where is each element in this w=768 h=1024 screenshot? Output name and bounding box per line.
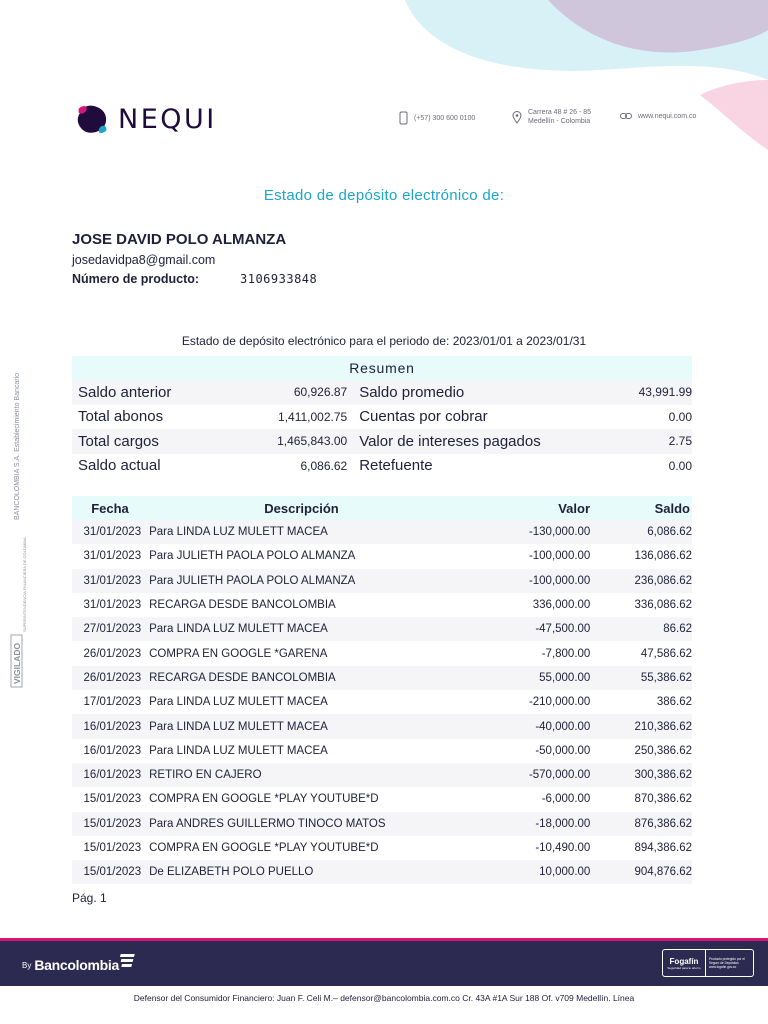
cell-valor: -40,000.00 <box>535 720 591 733</box>
summary-row <box>72 454 692 479</box>
summary-label: Total cargos <box>78 432 159 450</box>
fogafin-badge <box>662 949 754 977</box>
cell-saldo: 6,086.62 <box>647 526 692 539</box>
brand-name: NEQUI <box>118 103 217 135</box>
table-row <box>72 787 692 811</box>
table-row <box>72 617 692 641</box>
cell-valor: -10,490.00 <box>535 842 591 854</box>
nequi-logo <box>74 101 217 137</box>
bancolombia-logo <box>22 953 137 973</box>
cell-valor: -100,000.00 <box>528 574 591 587</box>
cell-fecha: 31/01/2023 <box>83 574 142 587</box>
summary-value: 1,411,002.75 <box>278 409 348 424</box>
fogafin-name: Fogafín <box>669 956 699 966</box>
link-icon <box>620 112 632 120</box>
summary-value: 60,926.87 <box>293 385 348 400</box>
bancolombia-by: By <box>22 961 32 970</box>
fogafin-note: Producto protegido por el Seguro de Depósitos www.fogafin.gov.co <box>709 957 745 969</box>
cell-fecha: 15/01/2023 <box>83 793 142 806</box>
website-text[interactable]: www.nequi.com.co <box>638 112 697 120</box>
cell-descripcion: RETIRO EN CAJERO <box>149 769 262 782</box>
contact-address <box>512 108 591 126</box>
table-row <box>72 569 692 593</box>
summary-value: 2.75 <box>668 434 692 449</box>
location-pin-icon <box>512 111 522 124</box>
column-header-valor: Valor <box>558 500 590 516</box>
table-row <box>72 739 692 763</box>
column-header-descripcion: Descripción <box>264 500 339 516</box>
cell-descripcion: Para LINDA LUZ MULETT MACEA <box>149 526 328 539</box>
cell-saldo: 870,386.62 <box>634 793 692 806</box>
cell-descripcion: Para LINDA LUZ MULETT MACEA <box>149 744 328 757</box>
product-number-label: Número de producto: <box>72 272 200 286</box>
cell-valor: -7,800.00 <box>541 647 591 660</box>
summary-value: 0.00 <box>668 458 692 473</box>
cell-fecha: 26/01/2023 <box>83 647 142 660</box>
summary-title: Resumen <box>72 356 692 380</box>
nequi-logo-icon <box>74 101 110 137</box>
footer-bar <box>0 941 768 986</box>
bancolombia-mark-icon <box>121 953 137 967</box>
cell-fecha: 15/01/2023 <box>83 866 142 879</box>
cell-descripcion: Para LINDA LUZ MULETT MACEA <box>149 696 328 709</box>
transactions-body <box>72 520 692 884</box>
page-number: Pág. 1 <box>72 891 107 905</box>
cell-saldo: 300,386.62 <box>634 769 692 782</box>
vigilado-text: VIGILADO <box>12 642 22 684</box>
cell-fecha: 31/01/2023 <box>83 599 142 612</box>
cell-descripcion: RECARGA DESDE BANCOLOMBIA <box>149 599 336 612</box>
table-row <box>72 544 692 568</box>
cell-fecha: 27/01/2023 <box>83 623 142 636</box>
cell-descripcion: Para JULIETH PAOLA POLO ALMANZA <box>149 550 356 563</box>
contact-phone <box>399 111 475 125</box>
contact-website[interactable] <box>620 112 696 120</box>
column-header-fecha: Fecha <box>91 500 129 516</box>
cell-valor: -210,000.00 <box>528 696 591 709</box>
cell-fecha: 15/01/2023 <box>83 842 142 854</box>
cell-fecha: 26/01/2023 <box>83 671 142 684</box>
table-row <box>72 812 692 836</box>
phone-text: (+57) 300 600 0100 <box>414 114 476 122</box>
summary-row <box>72 405 692 430</box>
client-name: JOSE DAVID POLO ALMANZA <box>72 231 287 248</box>
defensor-text: Defensor del Consumidor Financiero: Juan F. Celi M.– defensor@bancolombia.com.co Cr. 43A #1A Sur 188 Of. v709 Medellín. Línea <box>133 993 635 1003</box>
cell-valor: 55,000.00 <box>539 671 591 684</box>
cell-valor: -47,500.00 <box>535 623 591 636</box>
cell-saldo: 86.62 <box>663 623 692 636</box>
summary-row <box>72 380 692 405</box>
cell-descripcion: Para LINDA LUZ MULETT MACEA <box>149 623 328 636</box>
cell-valor: -6,000.00 <box>541 793 591 806</box>
cell-saldo: 55,386.62 <box>640 671 692 684</box>
table-row <box>72 763 692 787</box>
cell-fecha: 16/01/2023 <box>83 769 142 782</box>
cell-valor: -18,000.00 <box>535 817 591 830</box>
cell-valor: -570,000.00 <box>528 769 591 782</box>
cell-descripcion: COMPRA EN GOOGLE *GARENA <box>149 647 328 660</box>
summary-label: Valor de intereses pagados <box>359 432 541 450</box>
address-line-2: Medellín - Colombia <box>528 118 591 125</box>
cell-fecha: 31/01/2023 <box>83 526 142 539</box>
summary-label: Saldo anterior <box>78 383 172 401</box>
table-row <box>72 641 692 665</box>
cell-valor: 10,000.00 <box>539 866 591 879</box>
product-number-value: 3106933848 <box>240 272 318 286</box>
table-row <box>72 860 692 884</box>
cell-saldo: 894,386.62 <box>634 842 692 854</box>
table-row <box>72 593 692 617</box>
table-row <box>72 666 692 690</box>
cell-saldo: 210,386.62 <box>634 720 692 733</box>
cell-fecha: 17/01/2023 <box>83 696 142 709</box>
summary-row <box>72 429 692 454</box>
document-title: Estado de depósito electrónico de: <box>263 187 505 204</box>
cell-valor: -130,000.00 <box>528 526 591 539</box>
cell-saldo: 386.62 <box>656 696 692 709</box>
cell-descripcion: De ELIZABETH POLO PUELLO <box>149 866 314 879</box>
cell-saldo: 236,086.62 <box>634 574 692 587</box>
table-row <box>72 690 692 714</box>
summary-value: 43,991.99 <box>638 385 692 400</box>
cell-valor: -100,000.00 <box>528 550 591 563</box>
cell-fecha: 31/01/2023 <box>83 550 142 563</box>
summary-label: Saldo promedio <box>359 383 465 401</box>
vigilado-side-label <box>8 360 26 690</box>
bancolombia-name: Bancolombia <box>34 957 119 973</box>
period-text: Estado de depósito electrónico para el periodo de: 2023/01/01 a 2023/01/31 <box>181 334 587 348</box>
address-line-1: Carrera 48 # 26 - 85 <box>528 109 592 116</box>
summary-value: 6,086.62 <box>300 458 348 473</box>
fogafin-tagline: Seguridad para tu ahorro <box>667 965 701 970</box>
cell-fecha: 16/01/2023 <box>83 744 142 757</box>
transactions-header <box>72 496 692 520</box>
cell-fecha: 15/01/2023 <box>83 817 142 830</box>
cell-saldo: 250,386.62 <box>634 744 692 757</box>
summary-value: 1,465,843.00 <box>277 434 348 449</box>
cell-descripcion: Para ANDRES GUILLERMO TINOCO MATOS <box>149 817 386 830</box>
cell-descripcion: COMPRA EN GOOGLE *PLAY YOUTUBE*D <box>149 793 379 806</box>
summary-label: Cuentas por cobrar <box>359 408 488 426</box>
cell-fecha: 16/01/2023 <box>83 720 142 733</box>
cell-valor: -50,000.00 <box>535 744 591 757</box>
client-email: josedavidpa8@gmail.com <box>72 253 216 267</box>
table-row <box>72 836 692 860</box>
cell-descripcion: RECARGA DESDE BANCOLOMBIA <box>149 671 336 684</box>
cell-descripcion: COMPRA EN GOOGLE *PLAY YOUTUBE*D <box>149 842 379 854</box>
superintendencia-text: SUPERINTENDENCIA FINANCIERA DE COLOMBIA <box>22 537 27 632</box>
cell-saldo: 876,386.62 <box>634 817 692 830</box>
summary-table <box>72 356 692 478</box>
summary-label: Saldo actual <box>78 457 161 475</box>
cell-saldo: 136,086.62 <box>634 550 692 563</box>
summary-label: Retefuente <box>359 457 433 475</box>
cell-saldo: 336,086.62 <box>634 599 692 612</box>
summary-label: Total abonos <box>78 408 164 426</box>
table-row <box>72 520 692 544</box>
cell-valor: 336,000.00 <box>532 599 591 612</box>
cell-descripcion: Para LINDA LUZ MULETT MACEA <box>149 720 328 733</box>
cell-saldo: 904,876.62 <box>634 866 692 879</box>
column-header-saldo: Saldo <box>654 500 690 516</box>
cell-saldo: 47,586.62 <box>640 647 692 660</box>
cell-descripcion: Para JULIETH PAOLA POLO ALMANZA <box>149 574 356 587</box>
transactions-table <box>72 496 692 884</box>
summary-value: 0.00 <box>668 409 692 424</box>
phone-icon <box>399 111 408 125</box>
table-row <box>72 714 692 738</box>
bank-entity-text: BANCOLOMBIA S.A. Establecimiento Bancario <box>14 372 21 520</box>
